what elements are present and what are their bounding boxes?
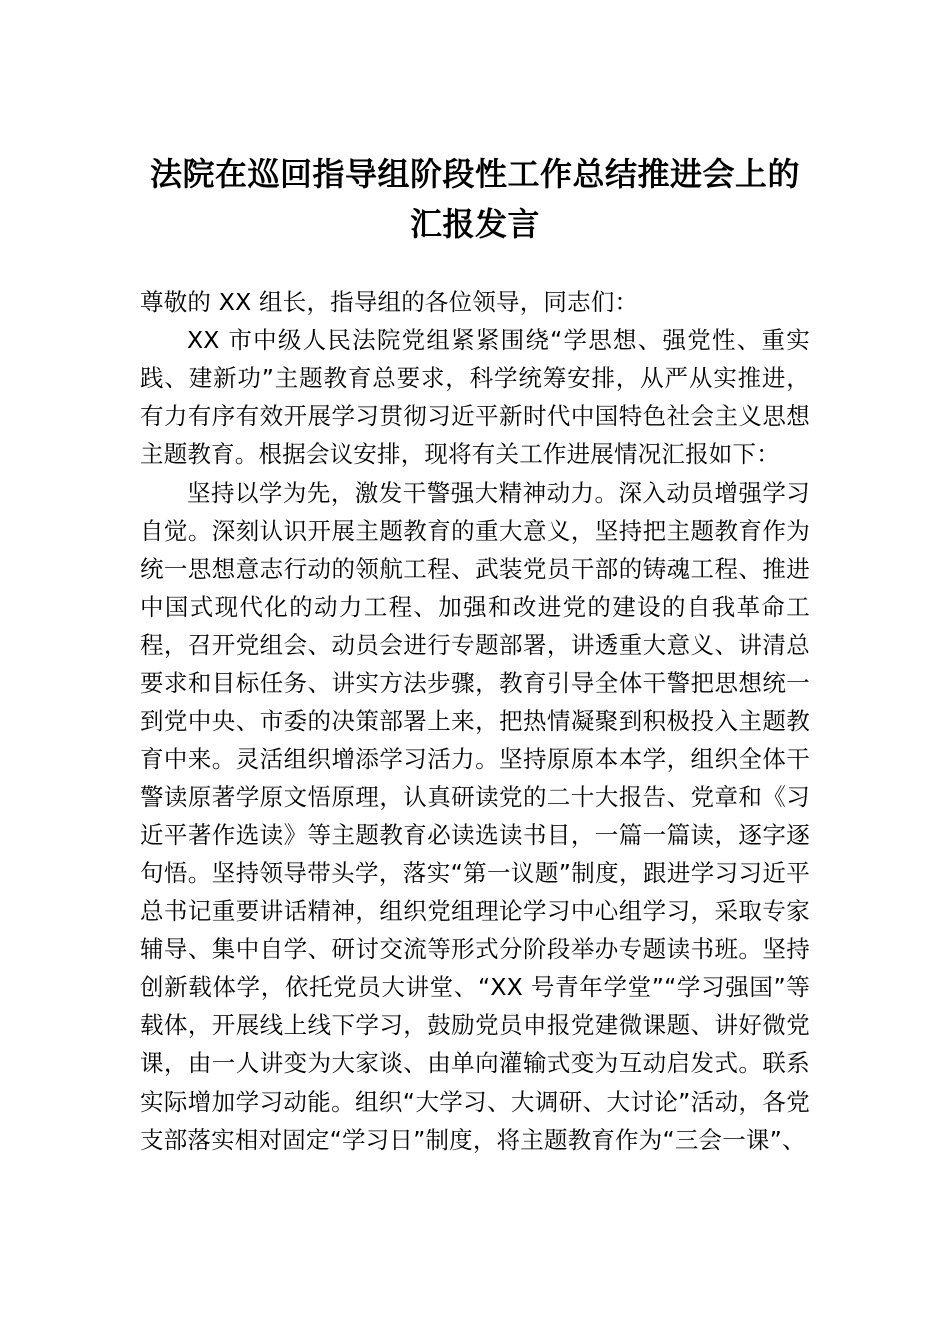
paragraph-opening: XX 市中级人民法院党组紧紧围绕“学思想、强党性、重实践、建新功”主题教育总要求，科学统筹安排，从严从实推进，有力有序有效开展学习贯彻习近平新时代中国特色社会主义思想主题教育。根据会议安排，现将有关工作进展情况汇报如下：	[140, 326, 810, 469]
document-body	[140, 283, 810, 1158]
page-title: 法院在巡回指导组阶段性工作总结推进会上的汇报发言	[149, 155, 800, 243]
paragraph-section-one: 坚持以学为先，激发干警强大精神动力。深入动员增强学习自觉。深刻认识开展主题教育的重大意义，坚持把主题教育作为统一思想意志行动的领航工程、武装党员干部的铸魂工程、推进中国式现代化的动力工程、加强和改进党的建设的自我革命工程，召开党组会、动员会进行专题部署，讲透重大意义、讲清总要求和目标任务、讲实方法步骤，教育引导全体干警把思想统一到党中央、市委的决策部署上来，把热情凝聚到积极投入主题教育中来。灵活组织增添学习活力。坚持原原本本学，组织全体干警读原著学原文悟原理，认真研读党的二十大报告、党章和《习近平著作选读》等主题教育必读选读书目，一篇一篇读，逐字逐句悟。坚持领导带头学，落实“第一议题”制度，跟进学习习近平总书记重要讲话精神，组织党组理论学习中心组学习，采取专家辅导、集中自学、研讨交流等形式分阶段举办专题读书班。坚持创新载体学，依托党员大讲堂、“XX 号青年学堂”“学习强国”等载体，开展线上线下学习，鼓励党员申报党建微课题、讲好微党课，由一人讲变为大家谈、由单向灌输式变为互动启发式。联系实际增加学习动能。组织“大学习、大调研、大讨论”活动，各党支部落实相对固定“学习日”制度，将主题教育作为“三会一课”、	[140, 478, 810, 1154]
paragraph-salutation: 尊敬的 XX 组长，指导组的各位领导，同志们：	[140, 288, 639, 317]
